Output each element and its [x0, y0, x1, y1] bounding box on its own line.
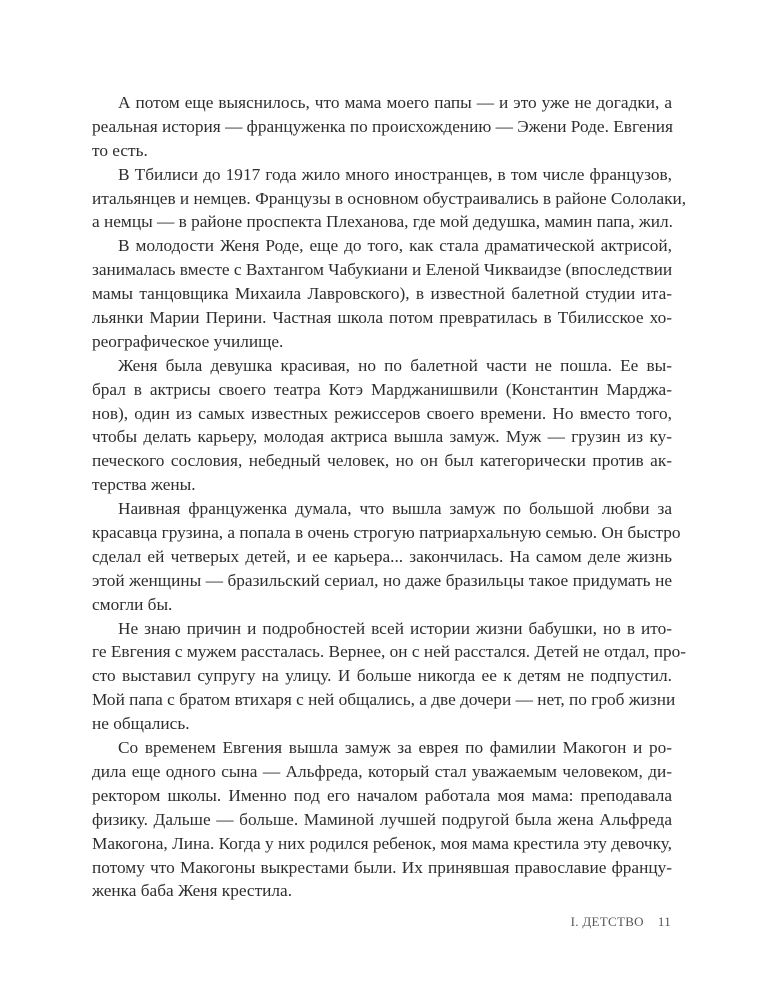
- chapter-title: I. ДЕТСТВО: [570, 914, 644, 929]
- running-footer: [571, 914, 671, 930]
- text-line: этой женщины — бразильский сериал, но даже бразильцы такое придумать не: [92, 570, 672, 590]
- text-line: то есть.: [92, 140, 148, 160]
- paragraph: [92, 736, 672, 903]
- text-line: терства жены.: [92, 475, 196, 495]
- text-line: ректором школы. Именно под его началом работала моя мама: преподавала: [92, 785, 672, 805]
- paragraph: [92, 497, 681, 616]
- paragraph: [92, 617, 687, 736]
- text-line: нов), один из самых известных режиссеров своего времени. Но вместо того,: [92, 403, 672, 423]
- text-line: В Тбилиси до 1917 года жило много иностранцев, в том числе французов,: [118, 164, 672, 184]
- text-line: Наивная француженка думала, что вышла замуж по большой любви за: [118, 499, 672, 519]
- text-line: сделал ей четверых детей, и ее карьера... закончилась. На самом деле жизнь: [92, 546, 672, 566]
- text-line: женка баба Женя крестила.: [92, 881, 293, 901]
- text-line: Мой папа с братом втихаря с ней общались, а две дочери — нет, по гроб жизни: [92, 690, 676, 710]
- text-line: итальянцев и немцев. Французы в основном обустраивались в районе Сололаки,: [92, 188, 687, 208]
- text-line: смогли бы.: [92, 594, 173, 614]
- paragraph: [92, 163, 687, 235]
- text-line: мамы танцовщика Михаила Лавровского), в известной балетной студии ита-: [92, 284, 672, 304]
- text-line: реографическое училище.: [92, 331, 284, 351]
- text-line: физику. Дальше — больше. Маминой лучшей подругой была жена Альфреда: [92, 809, 672, 829]
- text-line: льянки Марии Перини. Частная школа потом превратилась в Тбилисское хо-: [92, 308, 672, 328]
- text-line: сто выставил супругу на улицу. И больше никогда ее к детям не подпустил.: [92, 666, 672, 686]
- text-line: Макогона, Лина. Когда у них родился ребенок, моя мама крестила эту девочку,: [92, 833, 672, 853]
- text-line: красавца грузина, а попала в очень строгую патриархальную семью. Он быстро: [92, 523, 681, 543]
- paragraph: [92, 234, 672, 353]
- text-line: не общались.: [92, 714, 190, 734]
- text-line: дила еще одного сына — Альфреда, который стал уважаемым человеком, ди-: [92, 761, 672, 781]
- text-line: занималась вместе с Вахтангом Чабукиани и Еленой Чикваидзе (впоследствии: [92, 260, 673, 280]
- text-line: В молодости Женя Роде, еще до того, как стала драматической актрисой,: [118, 236, 672, 256]
- text-line: брал в актрисы своего театра Котэ Марджанишвили (Константин Марджа-: [92, 379, 672, 399]
- text-line: печеского сословия, небедный человек, но он был категорически против ак-: [92, 451, 672, 471]
- text-line: Со временем Евгения вышла замуж за еврея по фамилии Макогон и ро-: [118, 738, 672, 758]
- paragraph: [92, 91, 672, 163]
- text-line: А потом еще выяснилось, что мама моего папы — и это уже не догадки, а: [118, 93, 672, 112]
- text-line: потому что Макогоны выкрестами были. Их принявшая православие францу-: [92, 857, 672, 877]
- text-line: Не знаю причин и подробностей всей истории жизни бабушки, но в ито-: [118, 618, 672, 638]
- text-line: а немцы — в районе проспекта Плеханова, где мой дедушка, мамин папа, жил.: [92, 212, 673, 232]
- paragraph: [92, 354, 672, 497]
- text-line: ге Евгения с мужем рассталась. Вернее, он с ней расстался. Детей не отдал, про-: [92, 642, 687, 662]
- body-text: [92, 91, 687, 903]
- text-line: реальная история — француженка по происхождению — Эжени Роде. Евгения: [92, 116, 673, 136]
- page-number: 11: [657, 914, 671, 929]
- text-line: чтобы делать карьеру, молодая актриса вышла замуж. Муж — грузин из ку-: [92, 427, 672, 447]
- text-line: Женя была девушка красивая, но по балетной части не пошла. Ее вы-: [118, 355, 672, 375]
